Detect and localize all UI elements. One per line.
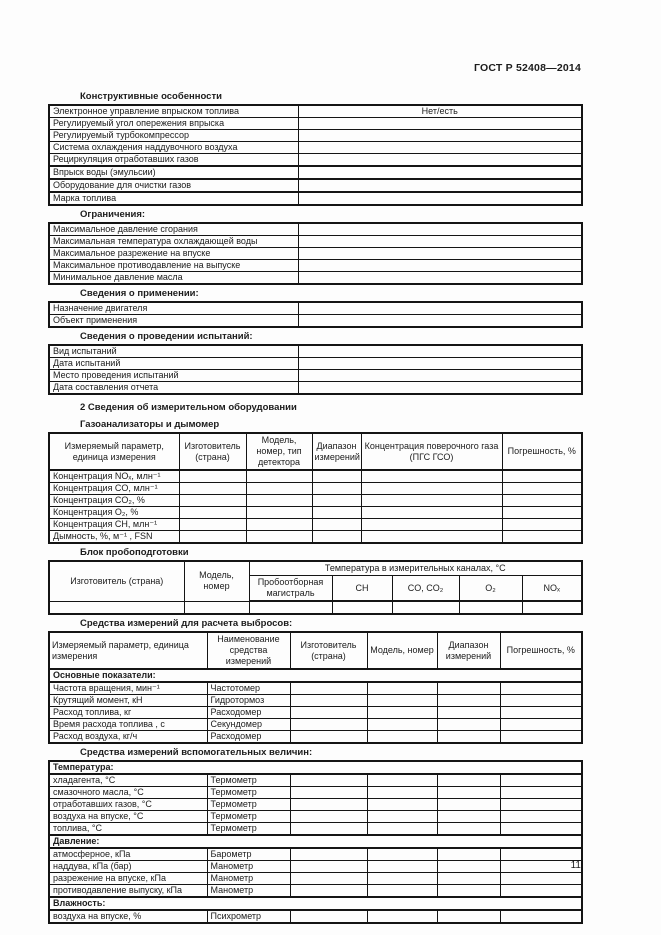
row-cell <box>298 236 582 248</box>
row-cell <box>179 483 246 495</box>
table-row <box>49 799 582 811</box>
table-row <box>49 260 582 272</box>
row-cell: Термометр <box>207 823 290 836</box>
row-label: Регулируемый угол опережения впрыска <box>49 118 298 130</box>
row-label: воздуха на впуске, °С <box>49 811 207 823</box>
row-cell: Манометр <box>207 873 290 885</box>
row-cell <box>290 707 367 719</box>
row-cell <box>332 601 392 614</box>
row-cell <box>392 601 459 614</box>
row-label: Максимальное разрежение на впуске <box>49 248 298 260</box>
column-header: Наименование средства измерений <box>207 632 290 669</box>
row-label: Минимальное давление масла <box>49 272 298 285</box>
page-number: 11 <box>570 860 581 871</box>
row-cell <box>290 848 367 861</box>
column-header: Модель, номер <box>184 561 249 601</box>
row-cell <box>437 848 500 861</box>
row-cell <box>361 495 502 507</box>
gas-table-header-row <box>49 433 582 470</box>
row-label: Расход топлива, кг <box>49 707 207 719</box>
row-cell <box>298 154 582 167</box>
row-label: топлива, °С <box>49 823 207 836</box>
section-row-label: Влажность: <box>49 897 582 910</box>
row-cell <box>298 302 582 315</box>
row-label: Максимальная температура охлаждающей воды <box>49 236 298 248</box>
row-cell <box>437 707 500 719</box>
table-row <box>49 142 582 154</box>
row-cell <box>290 731 367 744</box>
sampling-unit-table <box>48 560 583 615</box>
row-cell <box>290 695 367 707</box>
row-cell <box>290 811 367 823</box>
row-cell <box>361 470 502 483</box>
row-cell <box>367 799 437 811</box>
row-cell <box>290 787 367 799</box>
row-label: Максимальное давление сгорания <box>49 223 298 236</box>
row-cell <box>367 731 437 744</box>
row-cell <box>179 507 246 519</box>
row-label: Дымность, %, м⁻¹ , FSN <box>49 531 179 544</box>
row-cell <box>500 885 582 898</box>
row-cell <box>459 601 522 614</box>
row-cell <box>246 519 312 531</box>
row-label: Место проведения испытаний <box>49 370 298 382</box>
row-cell: Барометр <box>207 848 290 861</box>
row-label: Объект применения <box>49 315 298 328</box>
row-label <box>49 601 184 614</box>
table-row <box>49 358 582 370</box>
heading-application: Сведения о применении: <box>80 288 199 299</box>
heading-constructive-features: Конструктивные особенности <box>80 91 222 102</box>
row-cell <box>298 272 582 285</box>
row-cell <box>179 531 246 544</box>
row-label: отработавших газов, °С <box>49 799 207 811</box>
row-label: наддува, кПа (бар) <box>49 861 207 873</box>
row-cell: Частотомер <box>207 682 290 695</box>
row-label: Марка топлива <box>49 192 298 205</box>
row-cell <box>367 682 437 695</box>
row-cell <box>437 719 500 731</box>
row-cell <box>437 774 500 787</box>
row-label: Электронное управление впрыском топлива <box>49 105 298 118</box>
row-cell <box>298 179 582 192</box>
row-cell <box>298 142 582 154</box>
sampling-table-header-row-1 <box>49 561 582 576</box>
table-row <box>49 761 582 774</box>
row-cell <box>290 799 367 811</box>
row-cell <box>500 873 582 885</box>
table-row <box>49 873 582 885</box>
row-label: Рециркуляция отработавших газов <box>49 154 298 167</box>
row-cell <box>367 719 437 731</box>
table-row <box>49 774 582 787</box>
row-cell <box>437 799 500 811</box>
heading-gas-analyzers: Газоанализаторы и дымомер <box>80 419 220 430</box>
table-row <box>49 345 582 358</box>
heading-section-2: 2 Сведения об измерительном оборудовании <box>80 402 297 413</box>
table-row <box>49 248 582 260</box>
heading-auxiliary-instruments: Средства измерений вспомогательных величин: <box>80 747 313 758</box>
constructive-features-table <box>48 104 583 206</box>
row-cell <box>290 682 367 695</box>
testing-info-table <box>48 344 583 395</box>
table-row <box>49 382 582 395</box>
table-row <box>49 192 582 205</box>
row-cell <box>437 787 500 799</box>
column-header: Изготовитель (страна) <box>49 561 184 601</box>
row-label: Дата составления отчета <box>49 382 298 395</box>
row-cell <box>367 823 437 836</box>
row-cell <box>312 495 361 507</box>
row-cell <box>502 483 582 495</box>
column-header: Изготовитель (страна) <box>179 433 246 470</box>
row-label: Время расхода топлива , с <box>49 719 207 731</box>
table-row <box>49 223 582 236</box>
row-label: Концентрация CH, млн⁻¹ <box>49 519 179 531</box>
column-header: Изготовитель (страна) <box>290 632 367 669</box>
column-header: Измеряемый параметр, единица измерения <box>49 632 207 669</box>
column-header: CO, CO₂ <box>392 576 459 602</box>
row-label: Назначение двигателя <box>49 302 298 315</box>
row-label: атмосферное, кПа <box>49 848 207 861</box>
row-cell <box>367 707 437 719</box>
row-label: смазочного масла, °С <box>49 787 207 799</box>
row-cell <box>437 873 500 885</box>
table-row <box>49 885 582 898</box>
row-label: Концентрация CO₂, % <box>49 495 179 507</box>
row-label: Концентрация NOₓ, млн⁻¹ <box>49 470 179 483</box>
row-cell <box>184 601 249 614</box>
row-cell <box>500 811 582 823</box>
row-label: Регулируемый турбокомпрессор <box>49 130 298 142</box>
row-cell <box>312 531 361 544</box>
table-row <box>49 811 582 823</box>
row-cell <box>500 731 582 744</box>
row-cell <box>502 519 582 531</box>
row-cell <box>298 130 582 142</box>
table-row <box>49 707 582 719</box>
row-cell <box>290 823 367 836</box>
row-cell <box>367 811 437 823</box>
application-table <box>48 301 583 328</box>
row-cell: Термометр <box>207 774 290 787</box>
row-cell: Манометр <box>207 885 290 898</box>
row-cell <box>437 811 500 823</box>
table-row <box>49 495 582 507</box>
table-row <box>49 483 582 495</box>
table-row <box>49 302 582 315</box>
row-cell <box>246 470 312 483</box>
table-row <box>49 787 582 799</box>
row-cell <box>179 470 246 483</box>
row-cell <box>290 774 367 787</box>
row-cell <box>367 910 437 923</box>
table-row <box>49 531 582 544</box>
row-cell: Секундомер <box>207 719 290 731</box>
row-cell <box>500 848 582 861</box>
column-header: Погрешность, % <box>502 433 582 470</box>
table-row <box>49 731 582 744</box>
row-cell <box>298 370 582 382</box>
row-cell <box>437 682 500 695</box>
row-cell <box>367 787 437 799</box>
row-label: противодавление выпуску, кПа <box>49 885 207 898</box>
table-row <box>49 154 582 167</box>
row-cell <box>502 531 582 544</box>
table-row <box>49 105 582 118</box>
table-row <box>49 897 582 910</box>
row-label: Частота вращения, мин⁻¹ <box>49 682 207 695</box>
column-header: Модель, номер <box>367 632 437 669</box>
emission-instruments-table <box>48 631 583 744</box>
row-cell <box>361 483 502 495</box>
row-cell: Термометр <box>207 799 290 811</box>
row-cell <box>500 910 582 923</box>
column-header: O₂ <box>459 576 522 602</box>
row-cell: Расходомер <box>207 707 290 719</box>
row-cell <box>290 873 367 885</box>
column-header: CH <box>332 576 392 602</box>
table-row <box>49 601 582 614</box>
row-cell <box>298 223 582 236</box>
gas-analyzers-table <box>48 432 583 544</box>
row-cell <box>290 885 367 898</box>
row-cell <box>367 885 437 898</box>
row-label: Концентрация O₂, % <box>49 507 179 519</box>
row-cell <box>500 774 582 787</box>
row-cell <box>500 707 582 719</box>
row-label: Впрыск воды (эмульсии) <box>49 166 298 179</box>
row-cell <box>502 507 582 519</box>
row-cell <box>298 358 582 370</box>
row-cell <box>361 507 502 519</box>
heading-sampling-unit: Блок пробоподготовки <box>80 547 189 558</box>
row-cell <box>298 315 582 328</box>
row-cell <box>522 601 582 614</box>
row-label: разрежение на впуске, кПа <box>49 873 207 885</box>
row-cell: Термометр <box>207 787 290 799</box>
row-cell <box>298 118 582 130</box>
row-cell <box>298 345 582 358</box>
row-cell <box>500 799 582 811</box>
section-row-label: Давление: <box>49 835 582 848</box>
auxiliary-instruments-table <box>48 760 583 924</box>
table-row <box>49 848 582 861</box>
page-content <box>48 88 581 924</box>
column-header: Погрешность, % <box>500 632 582 669</box>
table-row <box>49 682 582 695</box>
row-cell <box>312 519 361 531</box>
heading-testing-info: Сведения о проведении испытаний: <box>80 331 253 342</box>
table-row <box>49 370 582 382</box>
table-row <box>49 130 582 142</box>
table-row <box>49 118 582 130</box>
row-cell <box>437 695 500 707</box>
table-row <box>49 695 582 707</box>
row-label: хладагента, °С <box>49 774 207 787</box>
table-row <box>49 823 582 836</box>
row-label: Дата испытаний <box>49 358 298 370</box>
column-header: Диапазон измерений <box>312 433 361 470</box>
table-row <box>49 507 582 519</box>
section-row-label: Температура: <box>49 761 582 774</box>
column-group-header: Температура в измерительных каналах, °С <box>249 561 582 576</box>
row-cell <box>502 495 582 507</box>
row-cell <box>500 682 582 695</box>
row-cell <box>246 495 312 507</box>
row-cell <box>298 260 582 272</box>
row-cell <box>312 483 361 495</box>
row-cell <box>500 719 582 731</box>
row-cell <box>312 507 361 519</box>
row-cell: Манометр <box>207 861 290 873</box>
row-cell <box>437 731 500 744</box>
row-cell <box>437 823 500 836</box>
section-row-label: Основные показатели: <box>49 669 582 682</box>
column-header: Пробоотборная магистраль <box>249 576 332 602</box>
row-label: Концентрация CO, млн⁻¹ <box>49 483 179 495</box>
row-label: Расход воздуха, кг/ч <box>49 731 207 744</box>
heading-limits: Ограничения: <box>80 209 146 220</box>
row-cell <box>502 470 582 483</box>
row-label: Система охлаждения наддувочного воздуха <box>49 142 298 154</box>
row-cell <box>290 910 367 923</box>
row-cell <box>298 166 582 179</box>
row-cell <box>246 531 312 544</box>
row-cell: Психрометр <box>207 910 290 923</box>
table-row <box>49 519 582 531</box>
row-label: Максимальное противодавление на выпуске <box>49 260 298 272</box>
row-label: воздуха на впуске, % <box>49 910 207 923</box>
row-cell <box>437 910 500 923</box>
row-cell <box>179 519 246 531</box>
row-cell <box>246 507 312 519</box>
table-row <box>49 719 582 731</box>
row-cell: Нет/есть <box>298 105 582 118</box>
column-header: Измеряемый параметр, единица измерения <box>49 433 179 470</box>
row-cell <box>298 382 582 395</box>
row-label: Вид испытаний <box>49 345 298 358</box>
row-cell <box>500 823 582 836</box>
table-row <box>49 835 582 848</box>
limits-table <box>48 222 583 285</box>
row-label: Крутящий момент, кН <box>49 695 207 707</box>
row-cell <box>298 192 582 205</box>
row-cell <box>500 695 582 707</box>
row-cell <box>361 519 502 531</box>
row-cell <box>290 719 367 731</box>
column-header: Модель, номер, тип детектора <box>246 433 312 470</box>
row-cell <box>246 483 312 495</box>
row-label: Оборудование для очистки газов <box>49 179 298 192</box>
table-row <box>49 272 582 285</box>
emission-table-header-row <box>49 632 582 669</box>
table-row <box>49 166 582 179</box>
table-row <box>49 315 582 328</box>
row-cell <box>367 873 437 885</box>
row-cell <box>500 787 582 799</box>
standard-number-header: ГОСТ Р 52408—2014 <box>473 62 581 74</box>
row-cell <box>437 885 500 898</box>
row-cell: Термометр <box>207 811 290 823</box>
row-cell <box>367 848 437 861</box>
table-row <box>49 669 582 682</box>
table-row <box>49 179 582 192</box>
row-cell <box>298 248 582 260</box>
row-cell <box>367 695 437 707</box>
heading-emission-instruments: Средства измерений для расчета выбросов: <box>80 618 293 629</box>
row-cell <box>361 531 502 544</box>
row-cell: Гидротормоз <box>207 695 290 707</box>
table-row <box>49 470 582 483</box>
table-row <box>49 910 582 923</box>
row-cell <box>179 495 246 507</box>
row-cell: Расходомер <box>207 731 290 744</box>
row-cell <box>249 601 332 614</box>
table-row <box>49 236 582 248</box>
column-header: NOₓ <box>522 576 582 602</box>
column-header: Концентрация поверочного газа (ПГС ГСО) <box>361 433 502 470</box>
row-cell <box>312 470 361 483</box>
column-header: Диапазон измерений <box>437 632 500 669</box>
row-cell <box>367 774 437 787</box>
